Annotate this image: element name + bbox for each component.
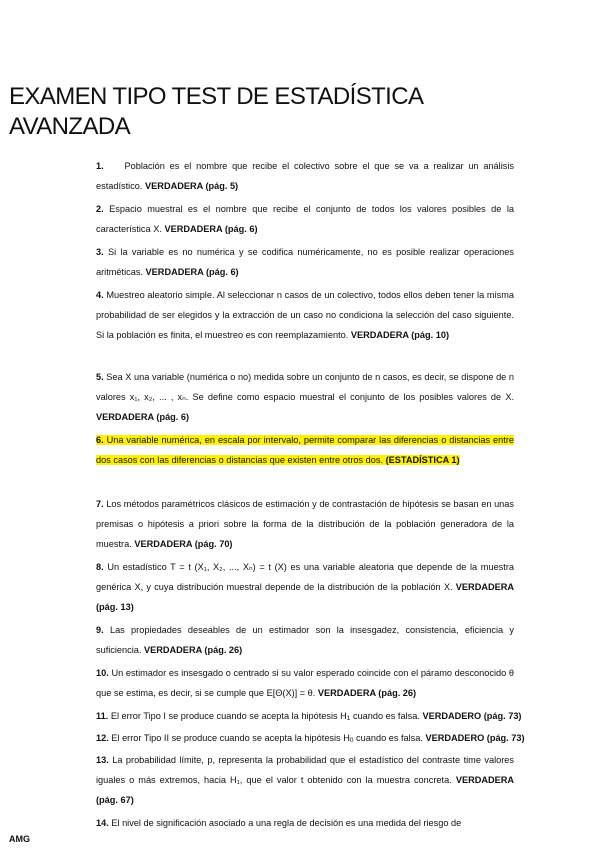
- question-14: [96, 813, 514, 833]
- subscript: 1: [346, 715, 351, 722]
- question-9: [96, 620, 514, 660]
- question-10: [96, 663, 514, 703]
- answer-label: VERDADERA (pág. 6): [145, 267, 239, 277]
- question-text-a: El error Tipo I se produce cuando se acepta la hipótesis H: [110, 711, 347, 721]
- question-text: Muestreo aleatorio simple. Al seleccionar n casos de un colectivo, todos ellos deben tener la misma probabilidad de ser elegidos y la extracción de un caso no condiciona la selección del caso siguiente. Si la población es finita, el muestreo es con reemplazamiento.: [96, 290, 514, 340]
- question-number: 8.: [96, 562, 104, 572]
- title-line-2: AVANZADA: [9, 113, 131, 140]
- question-7: [96, 494, 514, 554]
- question-number: 13.: [96, 755, 109, 765]
- document-title: [9, 82, 569, 142]
- subscript: 0: [349, 737, 354, 744]
- question-number: 10.: [96, 668, 109, 678]
- question-text: La probabilidad límite, p, representa la probabilidad que el estadístico del contraste time valores iguales o más extremos, hacia H₁, que el valor t obtenido con la muestra concreta.: [96, 755, 514, 785]
- answer-label: VERDADERA (pág. 26): [317, 688, 417, 698]
- question-text: Una variable numérica, en escala por intervalo, permite comparar las diferencias o distancias entre dos casos con las diferencias o distancias que existen entre otros dos.: [96, 435, 514, 465]
- question-11: [96, 706, 546, 729]
- question-4: [96, 285, 514, 345]
- answer-label: VERDADERA (pág. 5): [145, 181, 239, 191]
- footer-initials: AMG: [9, 834, 30, 844]
- answer-label: VERDADERA (pág. 6): [164, 224, 258, 234]
- question-text: El nivel de significación asociado a una regla de decisión es una medida del riesgo de: [111, 818, 462, 828]
- question-2: [96, 199, 514, 239]
- answer-label: VERDADERO (pág. 73): [422, 711, 522, 721]
- answer-label: VERDADERA (pág. 70): [134, 539, 233, 549]
- answer-label: VERDADERA (pág. 10): [350, 330, 450, 340]
- question-text: Si la variable es no numérica y se codifica numéricamente, no es posible realizar operaciones aritméticas.: [96, 247, 514, 277]
- question-text: Espacio muestral es el nombre que recibe el conjunto de todos los valores posibles de la característica: [96, 204, 514, 234]
- question-13: [96, 750, 514, 810]
- question-text: Las propiedades deseables de un estimador son la insesgadez, consistencia, eficiencia y suficiencia.: [96, 625, 514, 655]
- variable-symbol: X.: [153, 224, 162, 234]
- question-8: [96, 557, 514, 617]
- variable-symbol-2: X.: [505, 392, 514, 402]
- question-text: Un estadístico T = t (X₁, X₂, ..., Xₙ) = t (X) es una variable aleatoria que depende de la muestra genérica X, y cuya distribución muestral depende de la distribución de la población X.: [96, 562, 514, 592]
- answer-label: VERDADERA (pág. 67): [96, 775, 515, 805]
- question-number: 14.: [96, 818, 109, 828]
- question-3: [96, 242, 514, 282]
- question-number: 11.: [96, 711, 109, 721]
- question-text-b: cuando es falsa.: [356, 733, 423, 743]
- question-text-a: Sea: [106, 372, 123, 382]
- question-number: 4.: [96, 290, 104, 300]
- question-5: [96, 367, 514, 427]
- question-12: [96, 728, 552, 751]
- question-number: 9.: [96, 625, 104, 635]
- question-6: [96, 430, 514, 470]
- question-number: 12.: [96, 733, 109, 743]
- question-text-a: El error Tipo II se produce cuando se acepta la hipótesis H: [111, 733, 350, 743]
- question-number: 1.: [96, 161, 104, 171]
- answer-label: VERDADERA (pág. 26): [144, 645, 243, 655]
- question-number: 2.: [96, 204, 104, 214]
- answer-label: (ESTADÍSTICA 1): [385, 455, 460, 465]
- variable-symbol: X: [125, 372, 132, 382]
- question-number: 5.: [96, 372, 104, 382]
- title-line-1: EXAMEN TIPO TEST DE ESTADÍSTICA: [9, 83, 424, 110]
- question-text: Los métodos paramétricos clásicos de estimación y de contrastación de hipótesis se basan en unas premisas o hipótesis a priori sobre la forma de la distribución de la población generadora de la muestra.: [96, 499, 514, 549]
- question-number: 7.: [96, 499, 104, 509]
- answer-label: VERDADERO (pág. 73): [425, 733, 525, 743]
- question-number: 3.: [96, 247, 104, 257]
- question-1: [96, 156, 514, 196]
- question-text-b: cuando es falsa.: [352, 711, 420, 721]
- question-text: Un estimador es insesgado o centrado si su valor esperado coincide con el páramo desconocido θ que se estima, es decir, si se cumple que E[Θ(X)] = θ.: [96, 668, 514, 698]
- answer-label: VERDADERA (pág. 6): [96, 412, 190, 422]
- question-text-b: una variable (numérica o no) medida sobre un conjunto de n casos, es decir, se dispone de n valores x₁, x₂, ... , xₙ. Se define como espacio muestral el conjunto de los posibles valores de: [96, 372, 515, 402]
- question-text: Población es el nombre que recibe el colectivo sobre el que se va a realizar un análisis estadístico.: [96, 161, 514, 191]
- question-number: 6.: [96, 435, 104, 445]
- answer-label: VERDADERA (pág. 13): [96, 582, 514, 612]
